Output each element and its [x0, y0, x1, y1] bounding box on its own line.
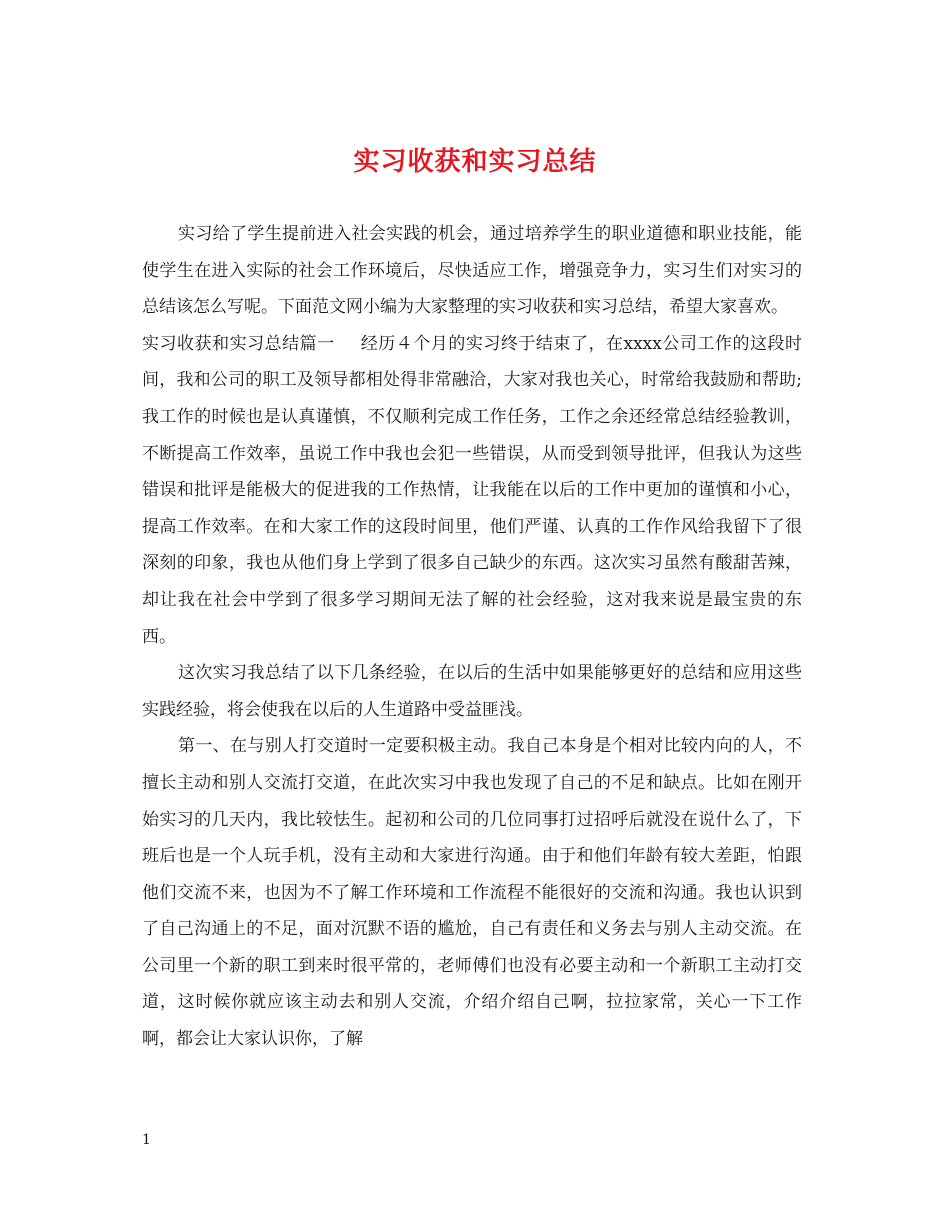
section-heading: 实习收获和实习总结篇一: [142, 333, 335, 354]
page-number: 1: [142, 1132, 151, 1148]
section-one-text: 经历４个月的实习终于结束了，在xxxx公司工作的这段时间，我和公司的职工及领导都相处得非常融洽，大家对我也关心，时常给我鼓励和帮助;我工作的时候也是认真谨慎，不仅顺利完成工作任务，工作之余还经常总结经验教训，不断提高工作效率，虽说工作中我也会犯一些错误，从而受到领导批评，但我认为这些错误和批评是能极大的促进我的工作热情，让我能在以后的工作中更加的谨慎和小心，提高工作效率。在和大家工作的这段时间里，他们严谨、认真的工作作风给我留下了很深刻的印象，我也从他们身上学到了很多自己缺少的东西。这次实习虽然有酸甜苦辣，却让我在社会中学到了很多学习期间无法了解的社会经验，这对我来说是最宝贵的东西。: [142, 333, 803, 647]
document-title: 实习收获和实习总结: [353, 147, 597, 177]
section-one-paragraph: [142, 326, 802, 655]
first-lesson-paragraph: 第一、在与别人打交道时一定要积极主动。我自己本身是个相对比较内向的人，不擅长主动和别人交流打交道，在此次实习中我也发现了自己的不足和缺点。比如在刚开始实习的几天内，我比较怯生。起初和公司的几位同事打过招呼后就没在说什么了，下班后也是一个人玩手机，没有主动和大家进行沟通。由于和他们年龄有较大差距，怕跟他们交流不来，也因为不了解工作环境和工作流程不能很好的交流和沟通。我也认识到了自己沟通上的不足，面对沉默不语的尴尬，自己有责任和义务去与别人主动交流。在公司里一个新的职工到来时很平常的，老师傅们也没有必要主动和一个新职工主动打交道，这时候你就应该主动去和别人交流，介绍介绍自己啊，拉拉家常，关心一下工作啊，都会让大家认识你，了解: [142, 736, 802, 1050]
intro-paragraph: 实习给了学生提前进入社会实践的机会，通过培养学生的职业道德和职业技能，能使学生在进入实际的社会工作环境后，尽快适应工作，增强竞争力，实习生们对实习的总结该怎么写呢。下面范文网小编为大家整理的实习收获和实习总结，希望大家喜欢。: [142, 224, 802, 318]
experience-summary-paragraph: 这次实习我总结了以下几条经验，在以后的生活中如果能够更好的总结和应用这些实践经验，将会使我在以后的人生道路中受益匪浅。: [142, 663, 802, 720]
document-body: [142, 216, 802, 1058]
